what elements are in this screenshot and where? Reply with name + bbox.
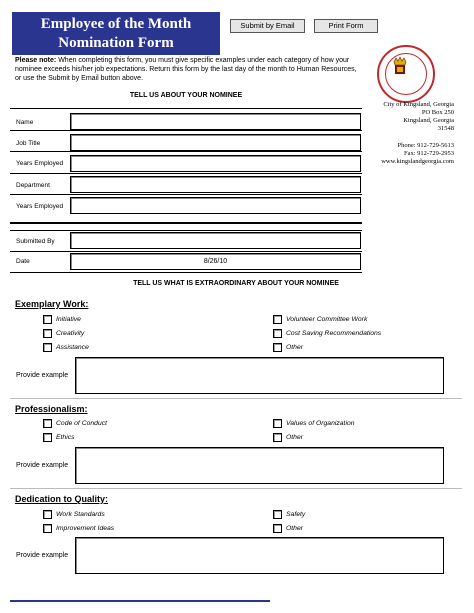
nominee-heading: TELL US ABOUT YOUR NOMINEE	[129, 92, 243, 99]
checkbox-cost-saving-recommendations[interactable]	[273, 329, 381, 338]
checkbox-creativity[interactable]	[43, 329, 84, 338]
checkbox-label: Other	[286, 344, 303, 351]
checkbox-work-standards[interactable]	[43, 510, 105, 519]
checkbox-label: Volunteer Committee Work	[286, 316, 368, 323]
checkbox-label: Other	[286, 525, 303, 532]
exemplary-work-example-field[interactable]	[75, 357, 444, 394]
provide-example-label: Provide example	[16, 552, 69, 559]
intro-text	[15, 56, 360, 83]
checkbox-box[interactable]	[43, 510, 52, 519]
contact-zip: 31548	[437, 125, 454, 132]
submitted-by-field[interactable]	[70, 232, 361, 249]
checkbox-assistance[interactable]	[43, 343, 89, 352]
checkbox-label: Initiative	[56, 316, 81, 323]
job-title-label: Job Title	[16, 140, 41, 147]
checkbox-label: Other	[286, 434, 303, 441]
print-form-button[interactable]: Print Form	[314, 19, 378, 33]
years-employed-field[interactable]	[70, 155, 361, 172]
contact-web: www.kingslandgeorgia.com	[381, 158, 454, 165]
checkbox-label: Cost Saving Recommendations	[286, 330, 382, 337]
checkbox-box[interactable]	[43, 329, 52, 338]
checkbox-other[interactable]	[273, 433, 303, 442]
checkbox-box[interactable]	[273, 343, 282, 352]
checkbox-label: Values of Organization	[286, 420, 355, 427]
provide-example-label: Provide example	[16, 462, 69, 469]
category-exemplary-work-title: Exemplary Work:	[15, 299, 89, 309]
checkbox-box[interactable]	[43, 419, 52, 428]
checkbox-label: Assistance	[56, 344, 89, 351]
years-employed-label: Years Employed	[16, 160, 64, 167]
years-employed-2-field[interactable]	[70, 197, 361, 214]
checkbox-safety[interactable]	[273, 510, 305, 519]
name-label: Name	[16, 119, 34, 126]
checkbox-label: Safety	[286, 511, 306, 518]
checkbox-improvement-ideas[interactable]	[43, 524, 114, 533]
checkbox-label: Ethics	[56, 434, 75, 441]
submit-by-email-button[interactable]: Submit by Email	[230, 19, 305, 33]
form-title-line2: Nomination Form	[58, 35, 174, 51]
job-title-field[interactable]	[70, 134, 361, 151]
department-label: Department	[16, 182, 50, 189]
contact-po-box: PO Box 250	[421, 109, 454, 116]
form-title	[12, 12, 220, 55]
checkbox-box[interactable]	[273, 510, 282, 519]
checkbox-label: Improvement Ideas	[56, 525, 115, 532]
contact-phone: Phone: 912-729-5613	[397, 142, 454, 149]
provide-example-label: Provide example	[16, 372, 69, 379]
submitted-by-label: Submitted By	[16, 238, 55, 245]
checkbox-box[interactable]	[43, 315, 52, 324]
date-field[interactable]: 8/26/10	[70, 253, 361, 270]
contact-city: City of Kingsland, Georgia	[383, 101, 454, 108]
checkbox-box[interactable]	[273, 524, 282, 533]
department-field[interactable]	[70, 176, 361, 193]
checkbox-values-of-organization[interactable]	[273, 419, 355, 428]
form-title-line1: Employee of the Month	[40, 16, 192, 32]
intro-lead: Please note:	[15, 57, 57, 64]
checkbox-label: Code of Conduct	[56, 420, 108, 427]
date-label: Date	[16, 258, 30, 265]
name-field[interactable]	[70, 113, 361, 130]
checkbox-box[interactable]	[43, 343, 52, 352]
checkbox-ethics[interactable]	[43, 433, 75, 442]
checkbox-initiative[interactable]	[43, 315, 81, 324]
extraordinary-heading: TELL US WHAT IS EXTRAORDINARY ABOUT YOUR NOMINEE	[133, 280, 339, 287]
contact-fax: Fax: 912-729-2953	[403, 150, 454, 157]
contact-city-state: Kingsland, Georgia	[403, 117, 454, 124]
years-employed-2-label: Years Employed	[16, 203, 64, 210]
checkbox-box[interactable]	[273, 329, 282, 338]
professionalism-example-field[interactable]	[75, 447, 444, 484]
checkbox-volunteer-committee-work[interactable]	[273, 315, 367, 324]
checkbox-box[interactable]	[43, 524, 52, 533]
checkbox-code-of-conduct[interactable]	[43, 419, 107, 428]
checkbox-box[interactable]	[273, 315, 282, 324]
category-professionalism-title: Professionalism:	[15, 404, 88, 414]
intro-body: When completing this form, you must give specific examples under each category of how your nominee exceeds his/her job expectations. Return this form by the last day of the month to Human Resources, or use the Submit by Email button above.	[15, 57, 357, 82]
checkbox-label: Creativity	[56, 330, 85, 337]
city-seal-icon	[377, 45, 435, 103]
category-dedication-to-quality-title: Dedication to Quality:	[15, 494, 109, 504]
checkbox-box[interactable]	[273, 419, 282, 428]
checkbox-other[interactable]	[273, 343, 303, 352]
checkbox-box[interactable]	[273, 433, 282, 442]
dedication-to-quality-example-field[interactable]	[75, 537, 444, 574]
checkbox-box[interactable]	[43, 433, 52, 442]
checkbox-other[interactable]	[273, 524, 303, 533]
checkbox-label: Work Standards	[56, 511, 105, 518]
